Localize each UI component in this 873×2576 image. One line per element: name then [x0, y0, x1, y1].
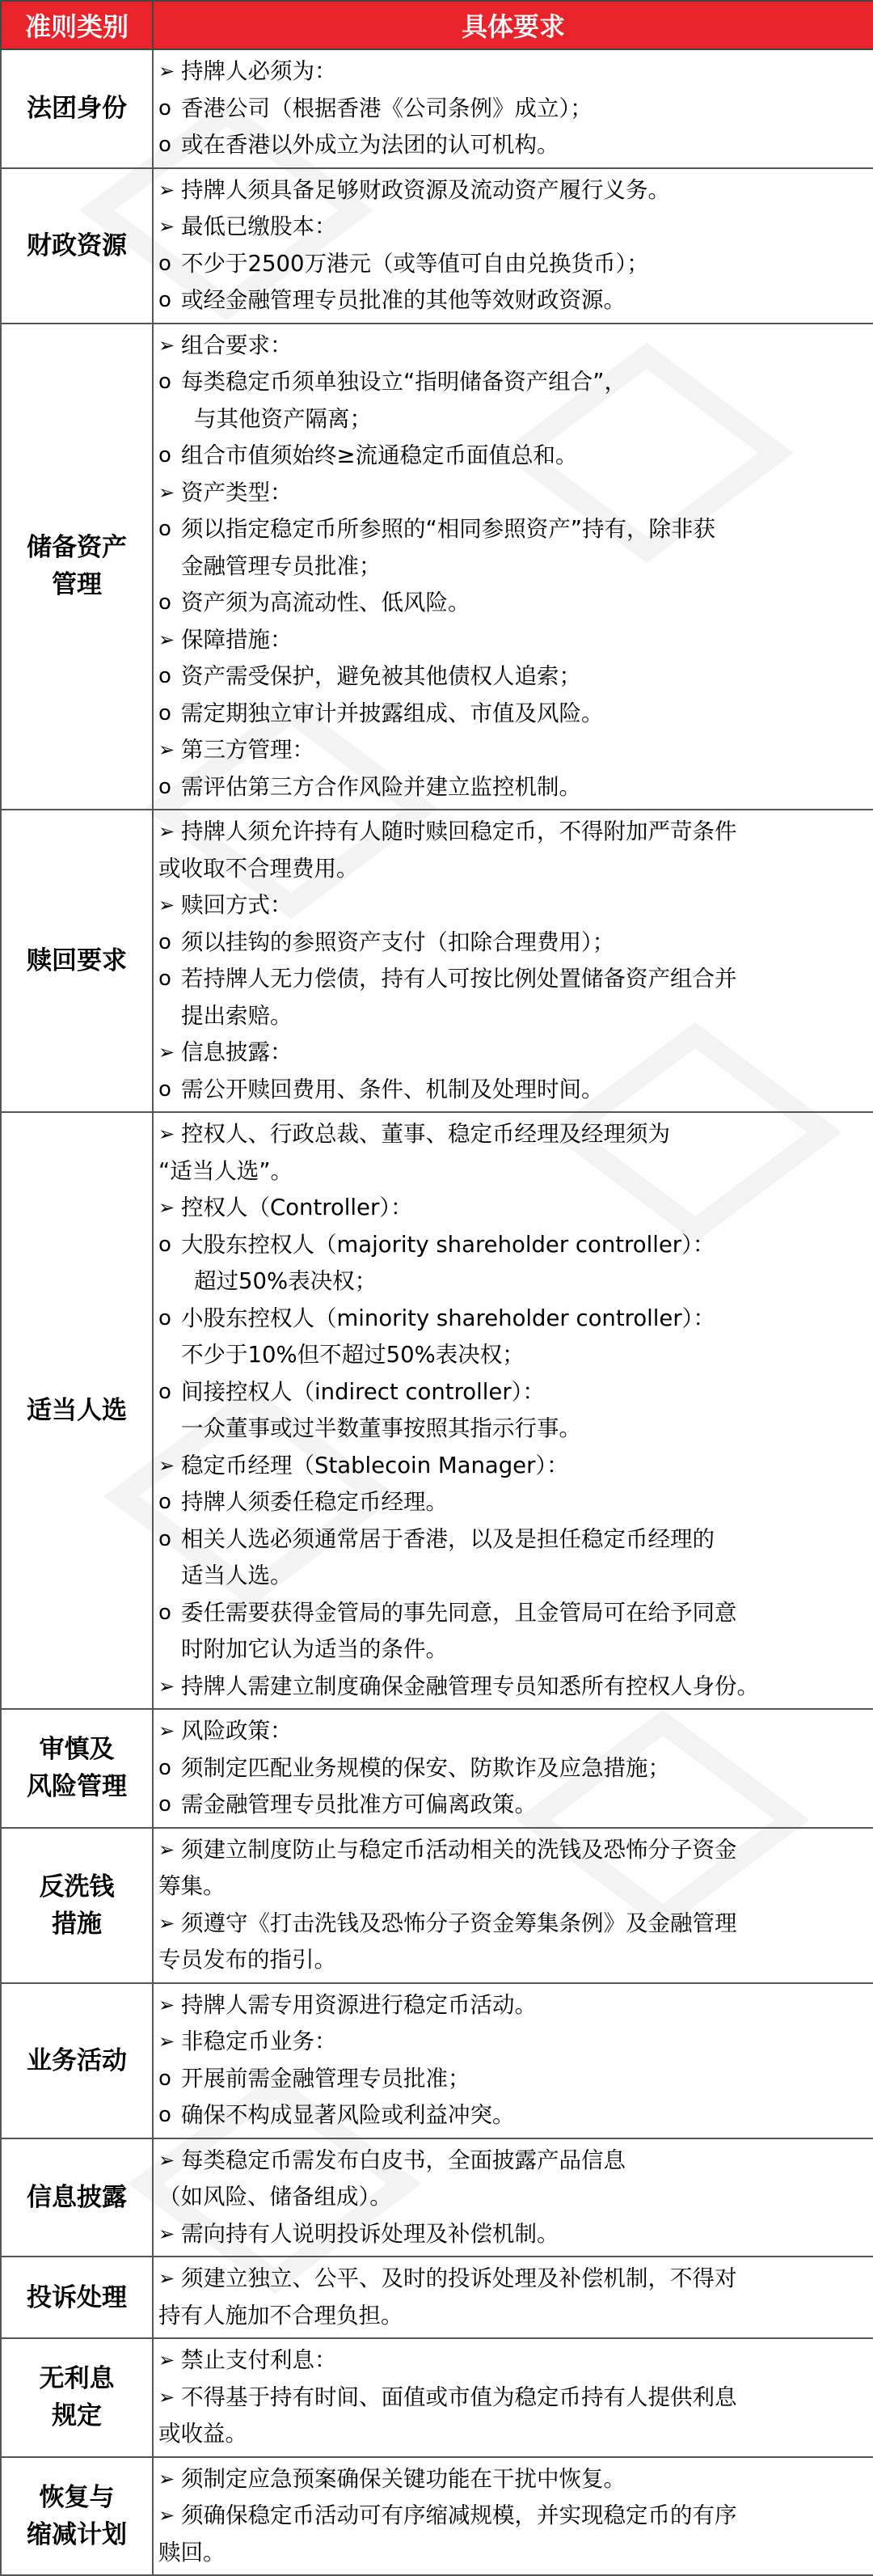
requirement-text: 或在香港以外成立为法团的认可机构。 [181, 132, 559, 158]
requirement-text: 须遵守《打击洗钱及恐怖分子资金筹集条例》及金融管理 [181, 1910, 737, 1936]
requirements-cell [153, 324, 873, 810]
requirement-line [158, 2216, 865, 2253]
requirements-cell [153, 2257, 873, 2338]
requirement-line [158, 961, 865, 998]
requirements-cell [153, 2138, 873, 2257]
requirement-line [158, 924, 865, 962]
requirement-line [158, 1374, 865, 1411]
arrow-bullet-icon: ➢ [158, 894, 175, 916]
arrow-bullet-icon: ➢ [158, 2267, 175, 2290]
requirement-line [158, 1227, 865, 1264]
circle-bullet-icon: o [158, 929, 171, 954]
requirement-line [158, 438, 865, 475]
arrow-bullet-icon: ➢ [158, 1453, 175, 1477]
requirement-text: 不得基于持有时间、面值或市值为稳定币持有人提供利息 [181, 2384, 737, 2410]
requirement-text: 需定期独立审计并披露组成、市值及风险。 [181, 700, 604, 726]
circle-bullet-icon: o [158, 774, 171, 799]
circle-bullet-icon: o [158, 1305, 171, 1330]
circle-bullet-icon: o [158, 1490, 171, 1514]
table-row [1, 2338, 873, 2457]
requirement-text: 组合要求： [181, 332, 293, 358]
requirement-text: 间接控权人（indirect controller）： [181, 1378, 545, 1405]
category-label: 反洗钱 [39, 1872, 115, 1901]
circle-bullet-icon: o [158, 370, 171, 394]
requirement-line [158, 1787, 865, 1824]
requirement-text: 信息披露： [181, 1039, 293, 1065]
category-cell [1, 1709, 153, 1828]
requirement-line [158, 2024, 865, 2061]
circle-bullet-icon: o [158, 95, 171, 121]
requirement-line [158, 1190, 865, 1227]
requirement-line [158, 1521, 865, 1559]
table-row [1, 1828, 873, 1983]
requirement-text: 需评估第三方合作风险并建立监控机制。 [181, 773, 581, 800]
requirement-line [158, 1713, 865, 1750]
requirement-text: 或经金融管理专员批准的其他等效财政资源。 [181, 287, 626, 313]
category-cell [1, 1983, 153, 2138]
category-label: 法团身份 [27, 94, 127, 124]
requirement-line [158, 1750, 865, 1787]
arrow-bullet-icon: ➢ [158, 333, 175, 357]
requirement-text: 组合市值须始终≥流通稳定币面值总和。 [181, 442, 578, 468]
arrow-bullet-icon: ➢ [158, 628, 175, 651]
arrow-bullet-icon: ➢ [158, 1911, 175, 1935]
category-label: 规定 [52, 2401, 102, 2431]
requirement-line [158, 1072, 865, 1109]
arrow-bullet-icon: ➢ [158, 1838, 175, 1861]
requirement-line: 筹集。 [158, 1873, 226, 1899]
requirement-text: 控权人（Controller）： [181, 1195, 413, 1220]
arrow-bullet-icon: ➢ [158, 820, 175, 843]
requirement-text: 香港公司（根据香港《公司条例》成立）； [181, 95, 593, 121]
requirement-text: 保障措施： [181, 626, 293, 653]
requirement-line [158, 658, 865, 696]
arrow-bullet-icon: ➢ [158, 1719, 175, 1742]
requirement-line [158, 1484, 865, 1521]
requirement-text: 须以挂钩的参照资产支付（扣除合理费用）； [181, 928, 615, 955]
header-requirements: 具体要求 [153, 1, 873, 49]
arrow-bullet-icon: ➢ [158, 2504, 175, 2527]
requirement-text: 确保不构成显著风险或利益冲突。 [181, 2102, 515, 2128]
arrow-bullet-icon: ➢ [158, 480, 175, 504]
category-label: 赎回要求 [27, 946, 127, 975]
circle-bullet-icon: o [158, 1526, 171, 1551]
category-label: 管理 [52, 570, 102, 600]
circle-bullet-icon: o [158, 1755, 171, 1780]
arrow-bullet-icon: ➢ [158, 1123, 175, 1145]
table-row [1, 168, 873, 324]
requirement-text: 须以指定稳定币所参照的“相同参照资产”持有，除非获 [181, 516, 715, 542]
requirement-text: 相关人选必须通常居于香港，以及是担任稳定币经理的 [181, 1525, 715, 1552]
requirement-line: 专员发布的指引。 [158, 1947, 336, 1973]
requirement-line [158, 887, 865, 924]
requirement-line: 一众董事或过半数董事按照其指示行事。 [181, 1415, 581, 1441]
requirements-cell [153, 1828, 873, 1983]
requirement-text: 非稳定币业务： [181, 2028, 337, 2054]
requirement-line: 持有人施加不合理负担。 [158, 2302, 403, 2329]
requirement-line [158, 2097, 865, 2134]
circle-bullet-icon: o [158, 967, 171, 991]
requirement-text: 不少于2500万港元（或等值可自由兑换货币）； [181, 250, 649, 277]
arrow-bullet-icon: ➢ [158, 215, 175, 238]
category-label: 缩减计划 [27, 2519, 127, 2549]
requirement-text: 须制定应急预案确保关键功能在干扰中恢复。 [181, 2465, 626, 2492]
requirement-text: 第三方管理： [181, 737, 314, 763]
arrow-bullet-icon: ➢ [158, 1041, 175, 1064]
table-row [1, 1983, 873, 2138]
requirement-line [158, 2061, 865, 2098]
category-cell [1, 2138, 153, 2257]
requirement-line [158, 1669, 865, 1706]
requirement-line [158, 1595, 865, 1632]
arrow-bullet-icon: ➢ [158, 1674, 175, 1698]
requirement-text: 资产需受保护，避免被其他债权人追索； [181, 663, 581, 689]
requirement-line: 不少于10%但不超过50%表决权； [181, 1342, 525, 1368]
circle-bullet-icon: o [158, 590, 171, 615]
circle-bullet-icon: o [158, 664, 171, 688]
category-label: 风险管理 [27, 1772, 127, 1802]
circle-bullet-icon: o [158, 517, 171, 541]
table-row [1, 810, 873, 1112]
requirement-line: 与其他资产隔离； [194, 405, 372, 432]
arrow-bullet-icon: ➢ [158, 2467, 175, 2490]
requirement-text: 持牌人必须为： [181, 58, 337, 84]
circle-bullet-icon: o [158, 700, 171, 725]
requirement-text: 资产类型： [181, 479, 293, 505]
requirement-text: 须建立制度防止与稳定币活动相关的洗钱及恐怖分子资金 [181, 1836, 737, 1863]
requirement-line [158, 511, 865, 548]
requirements-cell [153, 168, 873, 324]
circle-bullet-icon: o [158, 1379, 171, 1404]
requirement-line [158, 1987, 865, 2024]
arrow-bullet-icon: ➢ [158, 2349, 175, 2371]
requirement-line [158, 282, 865, 319]
requirement-line [158, 364, 865, 401]
category-label: 储备资产 [27, 533, 127, 563]
requirement-line: （如风险、储备组成）。 [158, 2184, 392, 2210]
requirement-line [158, 2261, 865, 2298]
requirement-text: 须制定匹配业务规模的保安、防欺诈及应急措施； [181, 1754, 670, 1781]
requirement-text: 开展前需金融管理专员批准； [181, 2065, 470, 2092]
requirement-text: 小股东控权人（minority shareholder controller）： [181, 1305, 715, 1331]
requirement-text: 最低已缴股本： [181, 214, 337, 239]
requirement-line: 或收取不合理费用。 [158, 855, 359, 882]
requirement-line [158, 732, 865, 769]
category-label: 适当人选 [27, 1396, 127, 1425]
requirement-text: 持牌人需建立制度确保金融管理专员知悉所有控权人身份。 [181, 1673, 759, 1699]
requirement-text: 需公开赎回费用、条件、机制及处理时间。 [181, 1076, 604, 1102]
requirement-line: 超过50%表决权； [194, 1268, 377, 1294]
requirement-line: 时附加它认为适当的条件。 [181, 1636, 448, 1662]
table-header-row [1, 1, 873, 49]
requirement-text: 持牌人需专用资源进行稳定币活动。 [181, 1991, 537, 2018]
arrow-bullet-icon: ➢ [158, 2222, 175, 2245]
requirement-text: 赎回方式： [181, 892, 293, 918]
requirement-line [158, 246, 865, 283]
category-label: 措施 [52, 1909, 102, 1939]
requirement-text: 持牌人须允许持有人随时赎回稳定币，不得附加严苛条件 [181, 818, 737, 844]
requirement-line [158, 127, 865, 164]
requirement-line [158, 475, 865, 512]
category-cell [1, 810, 153, 1112]
requirement-line: 或收益。 [158, 2421, 247, 2447]
requirement-text: 须确保稳定币活动可有序缩减规模，并实现稳定币的有序 [181, 2502, 737, 2528]
requirement-text: 持牌人须具备足够财政资源及流动资产履行义务。 [181, 176, 670, 203]
requirement-line [158, 1034, 865, 1072]
circle-bullet-icon: o [158, 1600, 171, 1625]
category-cell [1, 2338, 153, 2457]
circle-bullet-icon: o [158, 288, 171, 312]
circle-bullet-icon: o [158, 2103, 171, 2127]
table-row [1, 2257, 873, 2338]
header-category: 准则类别 [1, 1, 153, 49]
arrow-bullet-icon: ➢ [158, 60, 175, 82]
requirement-text: 风险政策： [181, 1718, 293, 1744]
category-cell [1, 1112, 153, 1709]
arrow-bullet-icon: ➢ [158, 2385, 175, 2409]
circle-bullet-icon: o [158, 2066, 171, 2091]
requirement-line [158, 622, 865, 659]
requirement-line [158, 1116, 865, 1153]
arrow-bullet-icon: ➢ [158, 738, 175, 761]
requirement-line [158, 53, 865, 91]
arrow-bullet-icon: ➢ [158, 2148, 175, 2172]
requirement-text: 需向持有人说明投诉处理及补偿机制。 [181, 2220, 559, 2247]
requirements-cell [153, 2457, 873, 2576]
category-cell [1, 168, 153, 324]
arrow-bullet-icon: ➢ [158, 178, 175, 201]
requirements-cell [153, 1709, 873, 1828]
category-label: 投诉处理 [27, 2282, 127, 2312]
circle-bullet-icon: o [158, 1232, 171, 1257]
requirement-text: 禁止支付利息： [181, 2347, 337, 2373]
category-label: 无利息 [39, 2364, 115, 2394]
category-label: 业务活动 [27, 2045, 127, 2075]
requirement-line [158, 696, 865, 733]
table-row [1, 1709, 873, 1828]
circle-bullet-icon: o [158, 443, 171, 467]
requirement-line [158, 1906, 865, 1943]
table-row [1, 2457, 873, 2576]
table-row [1, 324, 873, 810]
table-row [1, 1112, 873, 1709]
requirement-text: 每类稳定币须单独设立“指明储备资产组合”， [181, 369, 626, 395]
requirement-line [158, 2498, 865, 2535]
category-cell [1, 2257, 153, 2338]
category-label: 财政资源 [27, 231, 127, 260]
table-row [1, 49, 873, 168]
arrow-bullet-icon: ➢ [158, 1993, 175, 2016]
category-label: 恢复与 [39, 2482, 115, 2512]
requirements-cell [153, 810, 873, 1112]
requirement-line: 适当人选。 [181, 1563, 293, 1588]
category-label: 审慎及 [39, 1735, 115, 1765]
category-cell [1, 324, 153, 810]
arrow-bullet-icon: ➢ [158, 1196, 175, 1219]
requirement-text: 须建立独立、公平、及时的投诉处理及补偿机制，不得对 [181, 2265, 737, 2291]
requirement-line [158, 814, 865, 851]
circle-bullet-icon: o [158, 251, 171, 276]
table-row [1, 2138, 873, 2257]
category-label: 信息披露 [27, 2182, 127, 2212]
requirement-line [158, 1448, 865, 1485]
circle-bullet-icon: o [158, 133, 171, 157]
category-cell [1, 2457, 153, 2576]
requirement-line: 提出索赔。 [181, 1002, 293, 1029]
requirements-cell [153, 1983, 873, 2138]
circle-bullet-icon: o [158, 1077, 171, 1102]
requirement-line [158, 172, 865, 209]
requirements-cell [153, 1112, 873, 1709]
requirements-cell [153, 49, 873, 168]
arrow-bullet-icon: ➢ [158, 2030, 175, 2053]
requirement-line [158, 2142, 865, 2180]
requirement-text: 委任需要获得金管局的事先同意，且金管局可在给予同意 [181, 1599, 737, 1626]
category-cell [1, 49, 153, 168]
circle-bullet-icon: o [158, 1792, 171, 1817]
requirements-cell [153, 2338, 873, 2457]
requirement-line: 赎回。 [158, 2539, 226, 2565]
requirement-text: 若持牌人无力偿债，持有人可按比例处置储备资产组合并 [181, 966, 737, 992]
requirement-text: 控权人、行政总裁、董事、稳定币经理及经理须为 [181, 1121, 670, 1147]
requirement-text: 需金融管理专员批准方可偏离政策。 [181, 1791, 537, 1817]
requirement-line [158, 209, 865, 246]
requirement-line [158, 2461, 865, 2498]
category-cell [1, 1828, 153, 1983]
requirement-line: 金融管理专员批准； [181, 552, 382, 579]
requirement-text: 稳定币经理（Stablecoin Manager）： [181, 1452, 569, 1478]
requirement-line [158, 91, 865, 128]
requirement-line [158, 328, 865, 365]
requirement-line [158, 769, 865, 806]
requirement-text: 持牌人须委任稳定币经理。 [181, 1489, 448, 1515]
requirement-line [158, 1832, 865, 1869]
requirement-line [158, 2342, 865, 2379]
requirement-text: 大股东控权人（majority shareholder controller）： [181, 1231, 715, 1258]
requirement-line: “适当人选”。 [158, 1157, 293, 1184]
requirement-line [158, 585, 865, 622]
requirement-line [158, 1301, 865, 1338]
requirement-text: 资产须为高流动性、低风险。 [181, 590, 470, 615]
requirement-line [158, 2379, 865, 2417]
requirement-text: 每类稳定币需发布白皮书，全面披露产品信息 [181, 2147, 626, 2173]
